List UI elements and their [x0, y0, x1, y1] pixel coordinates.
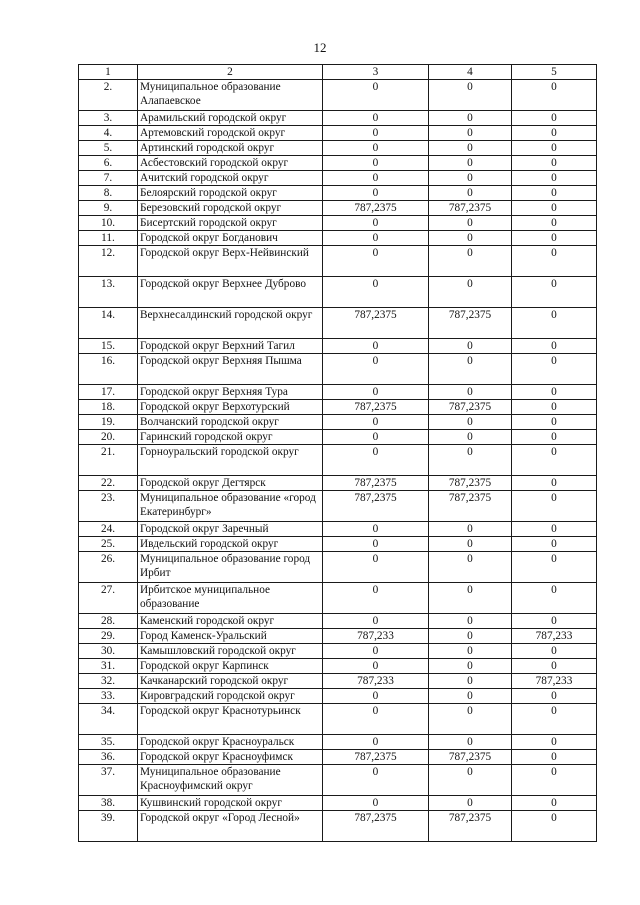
- header-col-1: 1: [79, 65, 138, 80]
- value-col-3: 0: [323, 735, 429, 750]
- row-number: 3.: [79, 111, 138, 126]
- table-row: [79, 156, 597, 171]
- table-row: [79, 583, 597, 614]
- value-col-3: 0: [323, 231, 429, 246]
- table-row: [79, 445, 597, 476]
- value-col-4: 0: [429, 216, 512, 231]
- value-col-3: 787,233: [323, 674, 429, 689]
- table-row: [79, 750, 597, 765]
- value-col-3: 0: [323, 339, 429, 354]
- value-col-4: 0: [429, 644, 512, 659]
- value-col-4: 0: [429, 156, 512, 171]
- value-col-5: 0: [512, 765, 597, 796]
- value-col-5: 0: [512, 689, 597, 704]
- table-row: [79, 537, 597, 552]
- municipality-name: Городской округ «Город Лесной»: [138, 811, 323, 842]
- municipality-name: Муниципальное образование Красноуфимский округ: [138, 765, 323, 796]
- value-col-3: 0: [323, 704, 429, 735]
- table-row: [79, 476, 597, 491]
- municipality-name: Городской округ Верхнее Дуброво: [138, 277, 323, 308]
- table-row: [79, 614, 597, 629]
- value-col-3: 0: [323, 126, 429, 141]
- row-number: 21.: [79, 445, 138, 476]
- value-col-5: 0: [512, 111, 597, 126]
- value-col-5: 0: [512, 186, 597, 201]
- value-col-3: 787,2375: [323, 491, 429, 522]
- municipality-name: Артинский городской округ: [138, 141, 323, 156]
- value-col-5: 0: [512, 796, 597, 811]
- value-col-4: 0: [429, 704, 512, 735]
- municipality-name: Артемовский городской округ: [138, 126, 323, 141]
- table-body: [79, 80, 597, 842]
- municipality-name: Кировградский городской округ: [138, 689, 323, 704]
- value-col-5: 0: [512, 583, 597, 614]
- value-col-4: 787,2375: [429, 750, 512, 765]
- value-col-4: 0: [429, 246, 512, 277]
- municipality-name: Городской округ Красноуральск: [138, 735, 323, 750]
- table-row: [79, 735, 597, 750]
- value-col-3: 787,2375: [323, 308, 429, 339]
- row-number: 26.: [79, 552, 138, 583]
- value-col-3: 0: [323, 765, 429, 796]
- municipality-name: Ирбитское муниципальное образование: [138, 583, 323, 614]
- table-row: [79, 552, 597, 583]
- value-col-4: 0: [429, 522, 512, 537]
- value-col-3: 787,2375: [323, 476, 429, 491]
- value-col-3: 0: [323, 141, 429, 156]
- value-col-5: 0: [512, 552, 597, 583]
- value-col-5: 0: [512, 385, 597, 400]
- value-col-4: 0: [429, 80, 512, 111]
- value-col-4: 0: [429, 171, 512, 186]
- municipality-name: Горноуральский городской округ: [138, 445, 323, 476]
- value-col-5: 0: [512, 659, 597, 674]
- municipality-name: Качканарский городской округ: [138, 674, 323, 689]
- value-col-5: 0: [512, 231, 597, 246]
- value-col-3: 0: [323, 354, 429, 385]
- value-col-3: 0: [323, 537, 429, 552]
- value-col-5: 0: [512, 171, 597, 186]
- value-col-3: 0: [323, 689, 429, 704]
- table-row: [79, 400, 597, 415]
- value-col-5: 0: [512, 308, 597, 339]
- municipality-name: Городской округ Верхняя Тура: [138, 385, 323, 400]
- municipality-name: Белоярский городской округ: [138, 186, 323, 201]
- value-col-3: 787,2375: [323, 750, 429, 765]
- table-row: [79, 765, 597, 796]
- value-col-4: 0: [429, 583, 512, 614]
- value-col-4: 0: [429, 629, 512, 644]
- municipality-name: Арамильский городской округ: [138, 111, 323, 126]
- row-number: 33.: [79, 689, 138, 704]
- value-col-3: 0: [323, 614, 429, 629]
- municipality-name: Каменский городской округ: [138, 614, 323, 629]
- value-col-4: 0: [429, 354, 512, 385]
- row-number: 11.: [79, 231, 138, 246]
- value-col-5: 0: [512, 430, 597, 445]
- row-number: 39.: [79, 811, 138, 842]
- value-col-3: 787,233: [323, 629, 429, 644]
- value-col-5: 0: [512, 201, 597, 216]
- value-col-3: 0: [323, 415, 429, 430]
- row-number: 19.: [79, 415, 138, 430]
- municipality-name: Ивдельский городской округ: [138, 537, 323, 552]
- row-number: 6.: [79, 156, 138, 171]
- municipality-name: Муниципальное образование «город Екатеринбург»: [138, 491, 323, 522]
- row-number: 36.: [79, 750, 138, 765]
- value-col-4: 0: [429, 126, 512, 141]
- row-number: 7.: [79, 171, 138, 186]
- value-col-4: 0: [429, 231, 512, 246]
- municipality-name: Городской округ Верхотурский: [138, 400, 323, 415]
- value-col-4: 0: [429, 674, 512, 689]
- table-row: [79, 339, 597, 354]
- municipality-name: Городской округ Богданович: [138, 231, 323, 246]
- table-row: [79, 111, 597, 126]
- table-row: [79, 277, 597, 308]
- municipality-name: Березовский городской округ: [138, 201, 323, 216]
- table-row: [79, 186, 597, 201]
- value-col-5: 0: [512, 339, 597, 354]
- row-number: 30.: [79, 644, 138, 659]
- value-col-3: 0: [323, 156, 429, 171]
- value-col-5: 0: [512, 644, 597, 659]
- value-col-3: 787,2375: [323, 811, 429, 842]
- value-col-3: 0: [323, 111, 429, 126]
- row-number: 15.: [79, 339, 138, 354]
- value-col-4: 0: [429, 186, 512, 201]
- header-col-2: 2: [138, 65, 323, 80]
- table-row: [79, 80, 597, 111]
- value-col-4: 0: [429, 796, 512, 811]
- value-col-4: 0: [429, 415, 512, 430]
- value-col-4: 0: [429, 430, 512, 445]
- header-col-5: 5: [512, 65, 597, 80]
- value-col-5: 0: [512, 246, 597, 277]
- table-row: [79, 704, 597, 735]
- header-col-4: 4: [429, 65, 512, 80]
- table-row: [79, 796, 597, 811]
- row-number: 34.: [79, 704, 138, 735]
- value-col-3: 0: [323, 246, 429, 277]
- table-row: [79, 171, 597, 186]
- value-col-4: 0: [429, 339, 512, 354]
- value-col-5: 787,233: [512, 629, 597, 644]
- value-col-3: 0: [323, 796, 429, 811]
- value-col-5: 0: [512, 141, 597, 156]
- row-number: 27.: [79, 583, 138, 614]
- row-number: 8.: [79, 186, 138, 201]
- row-number: 24.: [79, 522, 138, 537]
- value-col-4: 0: [429, 445, 512, 476]
- value-col-3: 0: [323, 171, 429, 186]
- allocation-table: [78, 64, 597, 842]
- row-number: 38.: [79, 796, 138, 811]
- value-col-3: 0: [323, 385, 429, 400]
- municipality-name: Городской округ Красноуфимск: [138, 750, 323, 765]
- municipality-name: Городской округ Заречный: [138, 522, 323, 537]
- table-row: [79, 689, 597, 704]
- value-col-4: 0: [429, 552, 512, 583]
- value-col-4: 0: [429, 735, 512, 750]
- row-number: 29.: [79, 629, 138, 644]
- table-row: [79, 308, 597, 339]
- value-col-5: 0: [512, 277, 597, 308]
- value-col-4: 0: [429, 537, 512, 552]
- municipality-name: Городской округ Верх-Нейвинский: [138, 246, 323, 277]
- value-col-5: 0: [512, 735, 597, 750]
- value-col-4: 787,2375: [429, 476, 512, 491]
- value-col-5: 0: [512, 156, 597, 171]
- value-col-5: 0: [512, 126, 597, 141]
- value-col-5: 0: [512, 537, 597, 552]
- municipality-name: Городской округ Верхняя Пышма: [138, 354, 323, 385]
- value-col-3: 0: [323, 644, 429, 659]
- table-row: [79, 201, 597, 216]
- value-col-4: 0: [429, 111, 512, 126]
- value-col-3: 0: [323, 277, 429, 308]
- municipality-name: Городской округ Дегтярск: [138, 476, 323, 491]
- value-col-3: 0: [323, 659, 429, 674]
- row-number: 35.: [79, 735, 138, 750]
- municipality-name: Городской округ Краснотурьинск: [138, 704, 323, 735]
- value-col-3: 0: [323, 216, 429, 231]
- value-col-4: 0: [429, 385, 512, 400]
- value-col-5: 0: [512, 811, 597, 842]
- row-number: 23.: [79, 491, 138, 522]
- value-col-5: 787,233: [512, 674, 597, 689]
- value-col-3: 787,2375: [323, 400, 429, 415]
- value-col-3: 0: [323, 445, 429, 476]
- municipality-name: Городской округ Верхний Тагил: [138, 339, 323, 354]
- value-col-3: 0: [323, 80, 429, 111]
- table-row: [79, 385, 597, 400]
- municipality-name: Асбестовский городской округ: [138, 156, 323, 171]
- value-col-3: 0: [323, 186, 429, 201]
- table-row: [79, 430, 597, 445]
- table-row: [79, 674, 597, 689]
- row-number: 5.: [79, 141, 138, 156]
- value-col-4: 787,2375: [429, 811, 512, 842]
- row-number: 32.: [79, 674, 138, 689]
- value-col-4: 0: [429, 277, 512, 308]
- page-number: 12: [313, 40, 327, 55]
- value-col-5: 0: [512, 522, 597, 537]
- municipality-name: Волчанский городской округ: [138, 415, 323, 430]
- value-col-5: 0: [512, 415, 597, 430]
- table-row: [79, 231, 597, 246]
- table-row: [79, 354, 597, 385]
- municipality-name: Гаринский городской округ: [138, 430, 323, 445]
- value-col-5: 0: [512, 216, 597, 231]
- value-col-5: 0: [512, 750, 597, 765]
- row-number: 12.: [79, 246, 138, 277]
- value-col-4: 0: [429, 689, 512, 704]
- header-col-3: 3: [323, 65, 429, 80]
- row-number: 25.: [79, 537, 138, 552]
- value-col-3: 0: [323, 522, 429, 537]
- row-number: 2.: [79, 80, 138, 111]
- value-col-5: 0: [512, 80, 597, 111]
- value-col-4: 787,2375: [429, 400, 512, 415]
- municipality-name: Городской округ Карпинск: [138, 659, 323, 674]
- header-row: [79, 65, 597, 80]
- value-col-3: 0: [323, 430, 429, 445]
- municipality-name: Город Каменск-Уральский: [138, 629, 323, 644]
- table-row: [79, 522, 597, 537]
- row-number: 37.: [79, 765, 138, 796]
- value-col-4: 787,2375: [429, 201, 512, 216]
- value-col-5: 0: [512, 491, 597, 522]
- row-number: 18.: [79, 400, 138, 415]
- table-row: [79, 659, 597, 674]
- value-col-4: 787,2375: [429, 491, 512, 522]
- table-row: [79, 491, 597, 522]
- value-col-4: 787,2375: [429, 308, 512, 339]
- value-col-5: 0: [512, 400, 597, 415]
- value-col-5: 0: [512, 704, 597, 735]
- value-col-4: 0: [429, 765, 512, 796]
- value-col-3: 0: [323, 552, 429, 583]
- value-col-4: 0: [429, 141, 512, 156]
- value-col-5: 0: [512, 476, 597, 491]
- table-row: [79, 246, 597, 277]
- municipality-name: Ачитский городской округ: [138, 171, 323, 186]
- row-number: 17.: [79, 385, 138, 400]
- row-number: 31.: [79, 659, 138, 674]
- municipality-name: Верхнесалдинский городской округ: [138, 308, 323, 339]
- row-number: 28.: [79, 614, 138, 629]
- row-number: 16.: [79, 354, 138, 385]
- row-number: 13.: [79, 277, 138, 308]
- row-number: 4.: [79, 126, 138, 141]
- value-col-5: 0: [512, 445, 597, 476]
- row-number: 22.: [79, 476, 138, 491]
- row-number: 14.: [79, 308, 138, 339]
- value-col-4: 0: [429, 659, 512, 674]
- table-row: [79, 216, 597, 231]
- municipality-name: Муниципальное образование Алапаевское: [138, 80, 323, 111]
- table-row: [79, 811, 597, 842]
- row-number: 10.: [79, 216, 138, 231]
- table-row: [79, 629, 597, 644]
- value-col-3: 0: [323, 583, 429, 614]
- municipality-name: Муниципальное образование город Ирбит: [138, 552, 323, 583]
- municipality-name: Бисертский городской округ: [138, 216, 323, 231]
- table-row: [79, 141, 597, 156]
- table-row: [79, 644, 597, 659]
- table-row: [79, 126, 597, 141]
- table-row: [79, 415, 597, 430]
- value-col-3: 787,2375: [323, 201, 429, 216]
- municipality-name: Кушвинский городской округ: [138, 796, 323, 811]
- row-number: 9.: [79, 201, 138, 216]
- value-col-5: 0: [512, 614, 597, 629]
- table-header: [79, 65, 597, 80]
- value-col-4: 0: [429, 614, 512, 629]
- municipality-name: Камышловский городской округ: [138, 644, 323, 659]
- value-col-5: 0: [512, 354, 597, 385]
- row-number: 20.: [79, 430, 138, 445]
